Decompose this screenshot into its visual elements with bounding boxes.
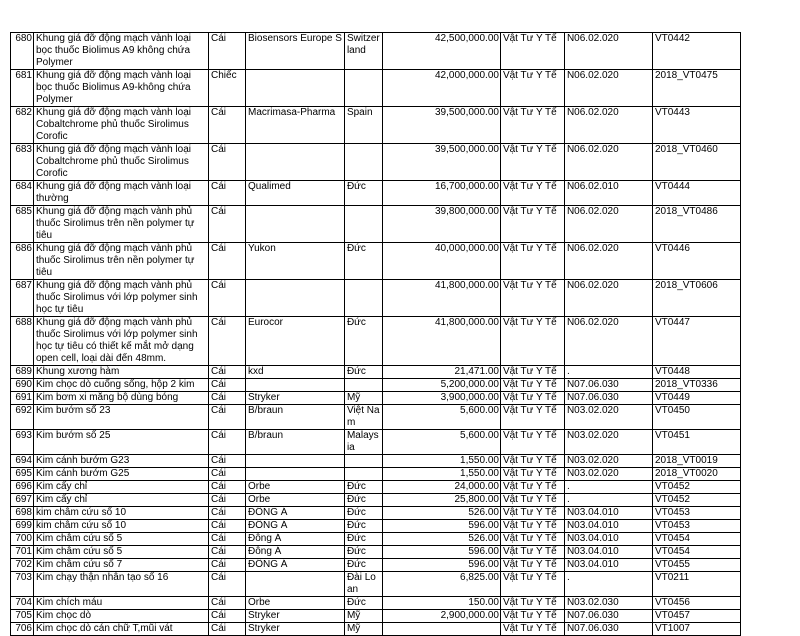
group-cell: Vật Tư Y Tế (500, 33, 564, 70)
unit-cell: Cái (209, 623, 246, 636)
price-cell: 39,800,000.00 (382, 206, 500, 243)
code-cell: N07.06.030 (564, 392, 652, 405)
item-id-cell: VT0444 (652, 181, 740, 206)
code-cell: N07.06.030 (564, 379, 652, 392)
price-list-table (10, 32, 741, 636)
row-number: 692 (11, 405, 34, 430)
country-cell (344, 206, 382, 243)
item-name: Kim chọc dò cuống sống, hộp 2 kim (34, 379, 209, 392)
item-id-cell: 2018_VT0336 (652, 379, 740, 392)
group-cell: Vật Tư Y Tế (500, 468, 564, 481)
row-number: 687 (11, 280, 34, 317)
row-number: 706 (11, 623, 34, 636)
item-name: Kim châm cứu số 5 (34, 546, 209, 559)
manufacturer-cell: Stryker (246, 610, 345, 623)
group-cell: Vật Tư Y Tế (500, 405, 564, 430)
item-id-cell: VT0456 (652, 597, 740, 610)
country-cell: Switzerland (344, 33, 382, 70)
code-cell: N07.06.030 (564, 623, 652, 636)
group-cell: Vật Tư Y Tế (500, 379, 564, 392)
row-number: 699 (11, 520, 34, 533)
code-cell: . (564, 481, 652, 494)
item-name: Kim châm cứu số 5 (34, 533, 209, 546)
manufacturer-cell: Stryker (246, 623, 345, 636)
item-name: Khung xương hàm (34, 366, 209, 379)
code-cell: N06.02.020 (564, 317, 652, 366)
row-number: 700 (11, 533, 34, 546)
manufacturer-cell: Đông Á (246, 533, 345, 546)
unit-cell: Cái (209, 392, 246, 405)
row-number: 705 (11, 610, 34, 623)
manufacturer-cell: Eurocor (246, 317, 345, 366)
item-name: Kim cấy chỉ (34, 494, 209, 507)
country-cell: Đức (344, 494, 382, 507)
price-cell: 21,471.00 (382, 366, 500, 379)
country-cell: Đức (344, 520, 382, 533)
country-cell: Đức (344, 597, 382, 610)
group-cell: Vật Tư Y Tế (500, 317, 564, 366)
manufacturer-cell: ĐÔNG Á (246, 507, 345, 520)
price-cell: 526.00 (382, 533, 500, 546)
country-cell (344, 379, 382, 392)
item-id-cell: VT0449 (652, 392, 740, 405)
country-cell: Malaysia (344, 430, 382, 455)
row-number: 685 (11, 206, 34, 243)
price-cell: 39,500,000.00 (382, 144, 500, 181)
table-row (11, 455, 741, 468)
manufacturer-cell: kxd (246, 366, 345, 379)
item-id-cell: 2018_VT0486 (652, 206, 740, 243)
manufacturer-cell: Biosensors Europe S (246, 33, 345, 70)
unit-cell: Cái (209, 405, 246, 430)
country-cell: Mỹ (344, 610, 382, 623)
code-cell: N06.02.020 (564, 280, 652, 317)
country-cell: Đức (344, 559, 382, 572)
item-name: Khung giá đỡ động mạch vành phủ thuốc Sirolimus với lớp polymer sinh học tự tiêu (34, 280, 209, 317)
group-cell: Vật Tư Y Tế (500, 392, 564, 405)
country-cell: Đức (344, 533, 382, 546)
item-id-cell: VT0454 (652, 533, 740, 546)
item-id-cell: VT0454 (652, 546, 740, 559)
group-cell: Vật Tư Y Tế (500, 455, 564, 468)
country-cell: Đài Loan (344, 572, 382, 597)
manufacturer-cell: B/braun (246, 405, 345, 430)
table-row (11, 610, 741, 623)
code-cell: N06.02.020 (564, 144, 652, 181)
country-cell: Mỹ (344, 623, 382, 636)
unit-cell: Cái (209, 546, 246, 559)
country-cell: Đức (344, 546, 382, 559)
code-cell: N03.02.020 (564, 405, 652, 430)
row-number: 689 (11, 366, 34, 379)
item-id-cell: VT0448 (652, 366, 740, 379)
manufacturer-cell (246, 70, 345, 107)
manufacturer-cell: Stryker (246, 392, 345, 405)
item-name: Kim chạy thận nhân tạo số 16 (34, 572, 209, 597)
item-name: Khung giá đỡ động mạch vành loại thường (34, 181, 209, 206)
country-cell: Đức (344, 181, 382, 206)
item-name: kim châm cứu số 10 (34, 507, 209, 520)
price-cell: 40,000,000.00 (382, 243, 500, 280)
country-cell (344, 280, 382, 317)
row-number: 702 (11, 559, 34, 572)
code-cell: . (564, 366, 652, 379)
row-number: 695 (11, 468, 34, 481)
row-number: 684 (11, 181, 34, 206)
manufacturer-cell (246, 455, 345, 468)
item-name: Khung giá đỡ động mạch vành phủ thuốc Sirolimus với lớp polymer sinh học tự tiêu có thiết kế mắt mở dạng open cell, loại dài đến 48mm. (34, 317, 209, 366)
item-id-cell: 2018_VT0020 (652, 468, 740, 481)
item-name: Kim chọc dò cán chữ T,mũi vát (34, 623, 209, 636)
row-number: 693 (11, 430, 34, 455)
unit-cell: Cái (209, 520, 246, 533)
unit-cell: Chiếc (209, 70, 246, 107)
item-id-cell: VT0453 (652, 520, 740, 533)
code-cell: N06.02.020 (564, 107, 652, 144)
table-row (11, 597, 741, 610)
price-cell: 6,825.00 (382, 572, 500, 597)
unit-cell: Cái (209, 507, 246, 520)
group-cell: Vật Tư Y Tế (500, 572, 564, 597)
code-cell: N03.02.020 (564, 468, 652, 481)
price-cell: 3,900,000.00 (382, 392, 500, 405)
unit-cell: Cái (209, 559, 246, 572)
group-cell: Vật Tư Y Tế (500, 559, 564, 572)
code-cell: . (564, 494, 652, 507)
unit-cell: Cái (209, 181, 246, 206)
code-cell: N06.02.020 (564, 206, 652, 243)
price-cell: 2,900,000.00 (382, 610, 500, 623)
group-cell: Vật Tư Y Tế (500, 610, 564, 623)
row-number: 690 (11, 379, 34, 392)
table-row (11, 366, 741, 379)
code-cell: N03.02.020 (564, 455, 652, 468)
code-cell: N03.04.010 (564, 507, 652, 520)
manufacturer-cell: Qualimed (246, 181, 345, 206)
price-cell: 39,500,000.00 (382, 107, 500, 144)
price-cell (382, 623, 500, 636)
group-cell: Vật Tư Y Tế (500, 507, 564, 520)
table-row (11, 107, 741, 144)
unit-cell: Cái (209, 597, 246, 610)
price-cell: 150.00 (382, 597, 500, 610)
item-id-cell: VT0451 (652, 430, 740, 455)
item-id-cell: VT0453 (652, 507, 740, 520)
unit-cell: Cái (209, 455, 246, 468)
group-cell: Vật Tư Y Tế (500, 533, 564, 546)
price-cell: 596.00 (382, 520, 500, 533)
manufacturer-cell (246, 468, 345, 481)
item-id-cell: VT0443 (652, 107, 740, 144)
price-cell: 5,200,000.00 (382, 379, 500, 392)
manufacturer-cell: B/braun (246, 430, 345, 455)
price-cell: 1,550.00 (382, 455, 500, 468)
item-id-cell: VT0457 (652, 610, 740, 623)
group-cell: Vật Tư Y Tế (500, 546, 564, 559)
table-row (11, 520, 741, 533)
country-cell: Đức (344, 366, 382, 379)
unit-cell: Cái (209, 468, 246, 481)
unit-cell: Cái (209, 144, 246, 181)
table-row (11, 468, 741, 481)
unit-cell: Cái (209, 206, 246, 243)
country-cell: Đức (344, 507, 382, 520)
item-id-cell: 2018_VT0460 (652, 144, 740, 181)
item-name: Kim cánh bướm G25 (34, 468, 209, 481)
country-cell: Đức (344, 243, 382, 280)
item-id-cell: VT0450 (652, 405, 740, 430)
price-cell: 24,000.00 (382, 481, 500, 494)
table-row (11, 317, 741, 366)
group-cell: Vật Tư Y Tế (500, 181, 564, 206)
row-number: 698 (11, 507, 34, 520)
price-cell: 42,500,000.00 (382, 33, 500, 70)
table-row (11, 33, 741, 70)
manufacturer-cell: Đông Á (246, 546, 345, 559)
code-cell: N03.02.020 (564, 430, 652, 455)
table-row (11, 144, 741, 181)
price-cell: 41,800,000.00 (382, 280, 500, 317)
group-cell: Vật Tư Y Tế (500, 597, 564, 610)
row-number: 694 (11, 455, 34, 468)
group-cell: Vật Tư Y Tế (500, 243, 564, 280)
item-id-cell: VT0452 (652, 481, 740, 494)
unit-cell: Cái (209, 280, 246, 317)
item-name: Kim châm cứu số 7 (34, 559, 209, 572)
group-cell: Vật Tư Y Tế (500, 481, 564, 494)
group-cell: Vật Tư Y Tế (500, 144, 564, 181)
price-cell: 41,800,000.00 (382, 317, 500, 366)
table-row (11, 243, 741, 280)
item-id-cell: 2018_VT0475 (652, 70, 740, 107)
item-id-cell: VT0446 (652, 243, 740, 280)
item-id-cell: 2018_VT0606 (652, 280, 740, 317)
price-cell: 596.00 (382, 546, 500, 559)
group-cell: Vật Tư Y Tế (500, 206, 564, 243)
manufacturer-cell (246, 144, 345, 181)
row-number: 681 (11, 70, 34, 107)
unit-cell: Cái (209, 481, 246, 494)
unit-cell: Cái (209, 33, 246, 70)
table-row (11, 572, 741, 597)
row-number: 704 (11, 597, 34, 610)
group-cell: Vật Tư Y Tế (500, 623, 564, 636)
item-id-cell: VT0442 (652, 33, 740, 70)
unit-cell: Cái (209, 572, 246, 597)
table-row (11, 379, 741, 392)
unit-cell: Cái (209, 366, 246, 379)
table-row (11, 181, 741, 206)
item-name: Kim bơm xi măng bộ dùng bóng (34, 392, 209, 405)
manufacturer-cell (246, 280, 345, 317)
group-cell: Vật Tư Y Tế (500, 280, 564, 317)
unit-cell: Cái (209, 107, 246, 144)
country-cell (344, 70, 382, 107)
manufacturer-cell: Orbe (246, 494, 345, 507)
price-cell: 25,800.00 (382, 494, 500, 507)
unit-cell: Cái (209, 379, 246, 392)
manufacturer-cell: Macrimasa-Pharma (246, 107, 345, 144)
item-name: Khung giá đỡ động mạch vành phủ thuốc Sirolimus trên nền polymer tự tiêu (34, 206, 209, 243)
item-name: Kim cánh bướm G23 (34, 455, 209, 468)
item-name: Kim chích máu (34, 597, 209, 610)
table-row (11, 392, 741, 405)
item-name: Kim cấy chỉ (34, 481, 209, 494)
item-id-cell: VT0452 (652, 494, 740, 507)
code-cell: N03.04.010 (564, 559, 652, 572)
table-row (11, 405, 741, 430)
manufacturer-cell (246, 572, 345, 597)
row-number: 697 (11, 494, 34, 507)
group-cell: Vật Tư Y Tế (500, 494, 564, 507)
country-cell: Đức (344, 481, 382, 494)
table-body (11, 33, 741, 636)
price-cell: 5,600.00 (382, 405, 500, 430)
country-cell (344, 144, 382, 181)
code-cell: . (564, 572, 652, 597)
code-cell: N06.02.010 (564, 181, 652, 206)
item-name: Khung giá đỡ động mạch vành loại Cobaltchrome phủ thuốc Sirolimus Corofic (34, 107, 209, 144)
manufacturer-cell: ĐÔNG Á (246, 559, 345, 572)
manufacturer-cell: Orbe (246, 597, 345, 610)
manufacturer-cell: Orbe (246, 481, 345, 494)
table-row (11, 507, 741, 520)
manufacturer-cell: ĐÔNG Á (246, 520, 345, 533)
item-name: Khung giá đỡ động mạch vành loại bọc thuốc Biolimus A9-không chứa Polymer (34, 70, 209, 107)
code-cell: N03.02.030 (564, 597, 652, 610)
group-cell: Vật Tư Y Tế (500, 520, 564, 533)
table-row (11, 206, 741, 243)
row-number: 680 (11, 33, 34, 70)
table-row (11, 280, 741, 317)
unit-cell: Cái (209, 610, 246, 623)
row-number: 682 (11, 107, 34, 144)
country-cell (344, 455, 382, 468)
group-cell: Vật Tư Y Tế (500, 430, 564, 455)
row-number: 696 (11, 481, 34, 494)
manufacturer-cell: Yukon (246, 243, 345, 280)
item-name: Khung giá đỡ động mạch vành loại bọc thuốc Biolimus A9 không chứa Polymer (34, 33, 209, 70)
code-cell: N06.02.020 (564, 243, 652, 280)
code-cell: N03.04.010 (564, 546, 652, 559)
price-cell: 526.00 (382, 507, 500, 520)
item-name: Kim chọc dò (34, 610, 209, 623)
unit-cell: Cái (209, 533, 246, 546)
item-name: Khung giá đỡ động mạch vành phủ thuốc Sirolimus trên nền polymer tự tiêu (34, 243, 209, 280)
item-name: Khung giá đỡ động mạch vành loại Cobaltchrome phủ thuốc Sirolimus Corofic (34, 144, 209, 181)
code-cell: N03.04.010 (564, 520, 652, 533)
code-cell: N07.06.030 (564, 610, 652, 623)
code-cell: N06.02.020 (564, 33, 652, 70)
row-number: 703 (11, 572, 34, 597)
item-name: Kim bướm số 25 (34, 430, 209, 455)
country-cell: Mỹ (344, 392, 382, 405)
country-cell (344, 468, 382, 481)
table-row (11, 533, 741, 546)
table-row (11, 623, 741, 636)
price-cell: 1,550.00 (382, 468, 500, 481)
code-cell: N06.02.020 (564, 70, 652, 107)
item-id-cell: VT1007 (652, 623, 740, 636)
group-cell: Vật Tư Y Tế (500, 70, 564, 107)
row-number: 688 (11, 317, 34, 366)
unit-cell: Cái (209, 494, 246, 507)
item-id-cell: 2018_VT0019 (652, 455, 740, 468)
price-cell: 16,700,000.00 (382, 181, 500, 206)
table-row (11, 430, 741, 455)
item-id-cell: VT0447 (652, 317, 740, 366)
country-cell: Spain (344, 107, 382, 144)
item-name: Kim bướm số 23 (34, 405, 209, 430)
price-cell: 5,600.00 (382, 430, 500, 455)
row-number: 683 (11, 144, 34, 181)
manufacturer-cell (246, 379, 345, 392)
unit-cell: Cái (209, 317, 246, 366)
country-cell: Việt Nam (344, 405, 382, 430)
item-id-cell: VT0455 (652, 559, 740, 572)
row-number: 691 (11, 392, 34, 405)
price-cell: 42,000,000.00 (382, 70, 500, 107)
country-cell: Đức (344, 317, 382, 366)
group-cell: Vật Tư Y Tế (500, 107, 564, 144)
table-row (11, 494, 741, 507)
price-cell: 596.00 (382, 559, 500, 572)
table-row (11, 481, 741, 494)
item-id-cell: VT0211 (652, 572, 740, 597)
row-number: 686 (11, 243, 34, 280)
unit-cell: Cái (209, 430, 246, 455)
code-cell: N03.04.010 (564, 533, 652, 546)
group-cell: Vật Tư Y Tế (500, 366, 564, 379)
table-row (11, 70, 741, 107)
manufacturer-cell (246, 206, 345, 243)
table-row (11, 559, 741, 572)
unit-cell: Cái (209, 243, 246, 280)
row-number: 701 (11, 546, 34, 559)
item-name: kim châm cứu số 10 (34, 520, 209, 533)
table-row (11, 546, 741, 559)
